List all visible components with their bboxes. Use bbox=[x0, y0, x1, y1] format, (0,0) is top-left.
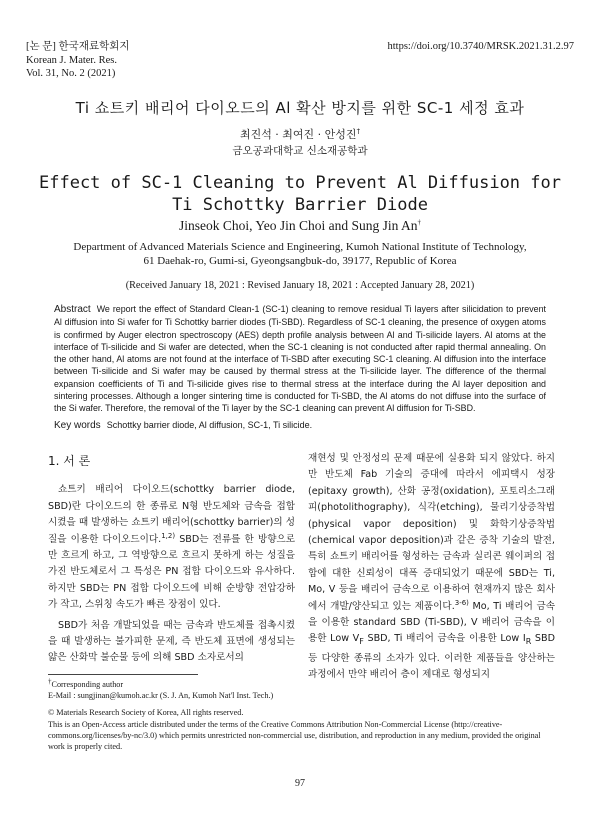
subscript: R bbox=[525, 637, 532, 647]
corresponding-mark: † bbox=[417, 218, 422, 227]
paragraph bbox=[48, 482, 295, 613]
paragraph-text: Mo, Ti 배리어 금속을 이용한 standard SBD (Ti-SBD), V 배리어 금속을 이용한 Low V bbox=[308, 600, 555, 645]
reference-mark: 3-6) bbox=[454, 598, 469, 607]
abstract-text: We report the effect of Standard Clean-1 (SC-1) cleaning to remove residual Ti layers after silicidation to prevent Al diffusion into Si wafer for Ti Schottky barrier diodes (Ti-SBD). Regardless of SC-1 cleaning, the presence of oxygen atoms is confirmed by Auger electron spectroscopy (AES) depth profile analysis between Al and Ti-silicide layers. Al atoms at the interface of Ti-silicide and Si wafer are detected, when the SC-1 cleaning is not conducted after rapid thermal annealing. On the other hand, Al atoms are not found at the interface of Ti-SBD after executing SC-1 cleaning. Al diffusion into the interface between Ti-silicide and Si wafer may be caused by thermal stress at the Ti-silicide layer. The difference of the thermal expansion coefficients of Ti and Ti-silicide gives rise to thermal stress at the interface during the Al layer deposition and sintering processes. Although a longer sintering time is conducted for Ti-SBD, the Al atoms do not diffuse into the surface of the Si wafer. Therefore, the removal of the Ti layer by the SC-1 cleaning can prevent Al diffusion for Ti-SBD. bbox=[54, 304, 546, 414]
english-affiliation bbox=[40, 240, 560, 268]
english-authors bbox=[0, 218, 600, 234]
reference-mark: 1,2) bbox=[161, 531, 176, 540]
footnote bbox=[48, 679, 555, 752]
keywords-text: Schottky barrier diode, Al diffusion, SC-1, Ti silicide. bbox=[106, 420, 313, 430]
korean-author-names: 최진석 · 최여진 · 안성진 bbox=[239, 128, 357, 141]
abstract-label: Abstract bbox=[54, 304, 91, 315]
doi-link[interactable]: https://doi.org/10.3740/MRSK.2021.31.2.97 bbox=[387, 41, 574, 52]
paragraph-continued bbox=[308, 451, 555, 684]
korean-authors bbox=[0, 126, 600, 142]
license-notice: This is an Open-Access article distributed under the terms of the Creative Commons Attribution Non-Commercial License (http://creative-commons.org/licenses/by-nc/3.0) which permits unrestricted non-commercial use, distribution, and reproduction in any medium, provided the original work is properly cited. bbox=[48, 719, 541, 752]
abstract bbox=[54, 303, 546, 415]
body-column-left bbox=[48, 450, 295, 667]
journal-info bbox=[26, 40, 130, 81]
english-title-line1: Effect of SC-1 Cleaning to Prevent Al Diffusion for bbox=[39, 173, 561, 193]
footnote-divider bbox=[48, 674, 198, 675]
corresponding-mark: † bbox=[48, 677, 52, 686]
paragraph-text: SBD는 전류를 한 방향으로만 흐르게 하고, 그 역방향으로 흐르지 못하게 하는 성질을 가진 반도체로서 그 특성은 PN 접합 다이오드와 유사하다. 하지만 SBD는 PN 접합 다이오드에 비해 순방향 전압강하가 작고, 스위칭 속도가 빠른 장점이 있다. bbox=[48, 533, 295, 611]
paragraph-text: 쇼트키 배리어 다이오드(schottky barrier diode, SBD)란 다이오드의 한 종류로 N형 반도체와 금속을 접합 시켰을 때 발생하는 쇼트키 배리어(schottky barrier)의 성질을 이용한 다이오드이다. bbox=[48, 484, 295, 545]
section-heading: 1. 서 론 bbox=[48, 454, 91, 468]
english-title bbox=[0, 172, 600, 216]
page-number: 97 bbox=[295, 778, 305, 789]
body-column-right bbox=[308, 451, 555, 684]
paragraph-text: 재현성 및 안정성의 문제 때문에 실용화 되지 않았다. 하지만 반도체 Fab 기술의 증대에 따라서 에피택시 성장(epitaxy growth), 산화 공정(oxidation), 포토리소그래피(photolithography), 식각(etching), 물리기상증착법(physical vapor deposition) 및 화학기상증착법(chemical vapor deposition)과 같은 증착 기술의 발전, 특히 쇼트키 배리어를 형성하는 금속과 실리콘 웨이퍼의 접합에 대한 신뢰성이 대폭 증대되었기 때문에 SBD는 Ti, Mo, V 등을 배리어 금속으로 이용하여 현재까지 많은 회사에서 개발/양산되고 있는 제품이다. bbox=[308, 453, 555, 612]
author-email: E-Mail : sungjinan@kumoh.ac.kr (S. J. An, Kumoh Nat'l Inst. Tech.) bbox=[48, 691, 274, 701]
corresponding-mark: † bbox=[356, 127, 361, 136]
copyright-notice: © Materials Research Society of Korea, All rights reserved. bbox=[48, 708, 244, 718]
corresponding-author-note bbox=[48, 679, 555, 690]
paragraph-text: SBD 등 다양한 종류의 소자가 있다. 이러한 제품들을 양산하는 과정에서 만약 배리어 층이 제대로 형성되지 bbox=[308, 633, 555, 681]
english-author-names: Jinseok Choi, Yeo Jin Choi and Sung Jin An bbox=[178, 218, 418, 233]
affiliation-line2: 61 Daehak-ro, Gumi-si, Gyeongsangbuk-do, 39177, Republic of Korea bbox=[143, 255, 457, 267]
paragraph: SBD가 처음 개발되었을 때는 금속과 반도체를 접촉시켰을 때 발생하는 불가피한 문제, 즉 반도체 표면에 생성되는 얇은 산화막 불순물 등에 의해 SBD 소자로서의 bbox=[48, 619, 295, 664]
korean-affiliation: 금오공과대학교 신소재공학과 bbox=[232, 145, 368, 157]
article-dates: (Received January 18, 2021 : Revised January 18, 2021 : Accepted January 28, 2021) bbox=[125, 280, 475, 291]
journal-volume: Vol. 31, No. 2 (2021) bbox=[26, 68, 116, 79]
korean-title: Ti 쇼트키 배리어 다이오드의 Al 확산 방지를 위한 SC-1 세정 효과 bbox=[75, 99, 525, 117]
keywords bbox=[54, 420, 546, 431]
keywords-label: Key words bbox=[54, 420, 101, 431]
subscript: F bbox=[359, 637, 364, 647]
paragraph-text: SBD, Ti 배리어 금속을 이용한 Low I bbox=[363, 633, 526, 645]
affiliation-line1: Department of Advanced Materials Science and Engineering, Kumoh National Institute of Technology, bbox=[73, 241, 527, 253]
journal-name-korean: [논 문] 한국재료학회지 bbox=[26, 41, 130, 52]
corresponding-label: Corresponding author bbox=[51, 680, 124, 689]
journal-name-english: Korean J. Mater. Res. bbox=[26, 54, 117, 66]
english-title-line2: Ti Schottky Barrier Diode bbox=[172, 195, 428, 215]
